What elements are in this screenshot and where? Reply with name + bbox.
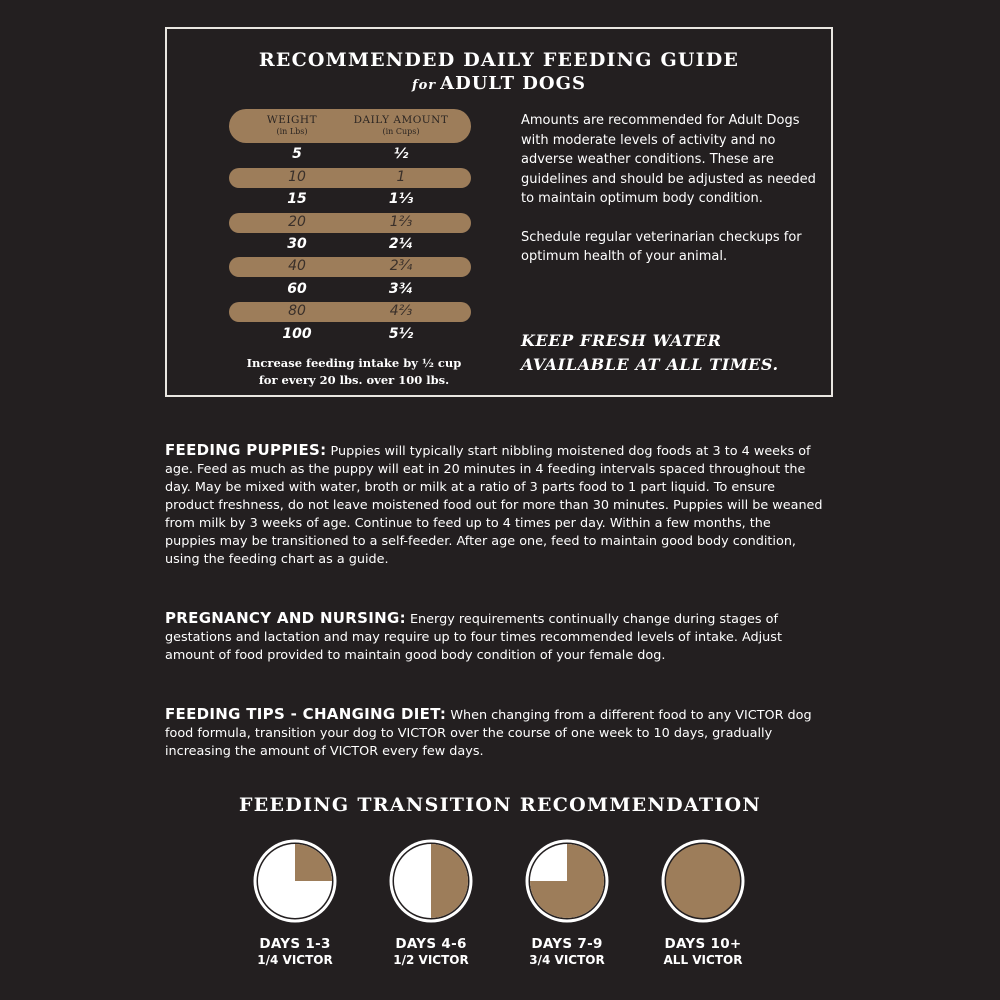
pie-half-icon xyxy=(386,836,476,926)
row-weight: 60 xyxy=(287,280,307,297)
step-share: ALL VICTOR xyxy=(663,953,743,967)
section-heading: FEEDING PUPPIES: xyxy=(165,441,327,459)
guide-description xyxy=(521,111,821,286)
row-weight: 100 xyxy=(282,325,312,342)
row-weight: 5 xyxy=(292,146,302,163)
header-weight xyxy=(257,114,327,138)
row-amount: 5½ xyxy=(388,325,414,342)
header-amount xyxy=(341,114,461,138)
feeding-tips-section xyxy=(165,705,825,761)
transition-step-4 xyxy=(653,836,753,967)
pie-full-icon xyxy=(658,836,748,926)
pregnancy-nursing-section xyxy=(165,609,825,665)
transition-step-3 xyxy=(517,836,617,967)
row-amount: ½ xyxy=(393,146,409,163)
section-body: When changing from a different food to any VICTOR dog food formula, transition your dog to VICTOR over the course of one week to 10 days, gradually increasing the amount of VICTOR every few days. xyxy=(165,708,812,759)
feeding-table xyxy=(229,109,471,345)
fresh-water-note xyxy=(521,329,821,377)
table-row xyxy=(229,302,471,322)
guide-paragraph-vet: Schedule regular veterinarian checkups for optimum health of your animal. xyxy=(521,229,802,264)
table-row xyxy=(229,145,471,165)
feeding-guide-panel xyxy=(165,27,833,397)
guide-paragraph-amounts: Amounts are recommended for Adult Dogs with moderate levels of activity and no adverse weather conditions. These are guidelines and should be adjusted as needed to maintain optimum body condition. xyxy=(521,113,816,206)
section-body: Puppies will typically start nibbling moistened dog foods at 3 to 4 weeks of age. Feed as much as the puppy will eat in 20 minutes in 4 feeding intervals spaced throughout the day. May be mixed with water, broth or milk at a ratio of 3 parts food to 1 part liquid. To ensure product freshness, do not leave moistened food out for more than 30 minutes. Puppies will be weaned from milk by 3 weeks of age. Continue to feed up to 4 times per day. Within a few months, the puppies may be transitioned to a self-feeder. After age one, feed to maintain good body condition, using the feeding chart as a guide. xyxy=(165,444,823,567)
guide-title: RECOMMENDED DAILY FEEDING GUIDE xyxy=(258,49,740,71)
guide-subtitle-for: for xyxy=(412,78,437,93)
table-row xyxy=(229,213,471,233)
pie-victor-slice xyxy=(295,844,332,881)
row-amount: 1 xyxy=(396,168,406,185)
guide-subtitle-text: ADULT DOGS xyxy=(440,73,586,94)
table-row xyxy=(229,168,471,188)
row-amount: 3¾ xyxy=(388,280,414,297)
table-note-line1: Increase feeding intake by ½ cup xyxy=(246,356,462,370)
pie-base xyxy=(666,844,740,918)
transition-title: FEEDING TRANSITION RECOMMENDATION xyxy=(238,794,762,816)
table-note xyxy=(229,355,479,389)
header-amount-unit: (in Cups) xyxy=(382,127,420,136)
step-days: DAYS 1-3 xyxy=(259,936,331,952)
row-amount: 2¼ xyxy=(388,235,414,252)
section-body: Energy requirements continually change during stages of gestations and lactation and may require up to four times recommended levels of intake. Adjust amount of food provided to maintain good body condition of your female dog. xyxy=(165,612,782,663)
section-heading: PREGNANCY AND NURSING: xyxy=(165,609,406,627)
row-weight: 30 xyxy=(287,235,307,252)
row-amount: 4⅔ xyxy=(389,303,413,320)
table-row xyxy=(229,280,471,300)
row-amount: 1⅓ xyxy=(388,191,414,208)
section-heading: FEEDING TIPS - CHANGING DIET: xyxy=(165,705,447,723)
transition-step-1 xyxy=(245,836,345,967)
step-days: DAYS 10+ xyxy=(664,936,742,952)
row-amount: 2¾ xyxy=(389,258,413,275)
table-row xyxy=(229,235,471,255)
fresh-water-line1: KEEP FRESH WATER xyxy=(521,331,722,350)
row-weight: 40 xyxy=(288,258,306,275)
pie-three-quarter-icon xyxy=(522,836,612,926)
row-amount: 1⅔ xyxy=(389,213,413,230)
header-amount-label: DAILY AMOUNT xyxy=(353,114,449,126)
table-header xyxy=(229,109,471,143)
guide-subtitle xyxy=(167,73,831,94)
step-days: DAYS 4-6 xyxy=(395,936,467,952)
header-weight-unit: (in Lbs) xyxy=(276,127,308,136)
row-weight: 20 xyxy=(288,213,306,230)
feeding-puppies-section xyxy=(165,441,825,569)
row-weight: 15 xyxy=(287,191,307,208)
row-weight: 10 xyxy=(288,168,306,185)
table-note-line2: for every 20 lbs. over 100 lbs. xyxy=(258,373,450,387)
row-weight: 80 xyxy=(288,303,306,320)
step-days: DAYS 7-9 xyxy=(531,936,603,952)
table-row xyxy=(229,257,471,277)
header-weight-label: WEIGHT xyxy=(266,114,318,126)
step-share: 3/4 VICTOR xyxy=(529,953,605,967)
transition-step-2 xyxy=(381,836,481,967)
fresh-water-line2: AVAILABLE AT ALL TIMES. xyxy=(521,355,779,374)
table-row xyxy=(229,190,471,210)
step-share: 1/4 VICTOR xyxy=(257,953,333,967)
pie-quarter-icon xyxy=(250,836,340,926)
step-share: 1/2 VICTOR xyxy=(393,953,469,967)
table-row xyxy=(229,325,471,345)
